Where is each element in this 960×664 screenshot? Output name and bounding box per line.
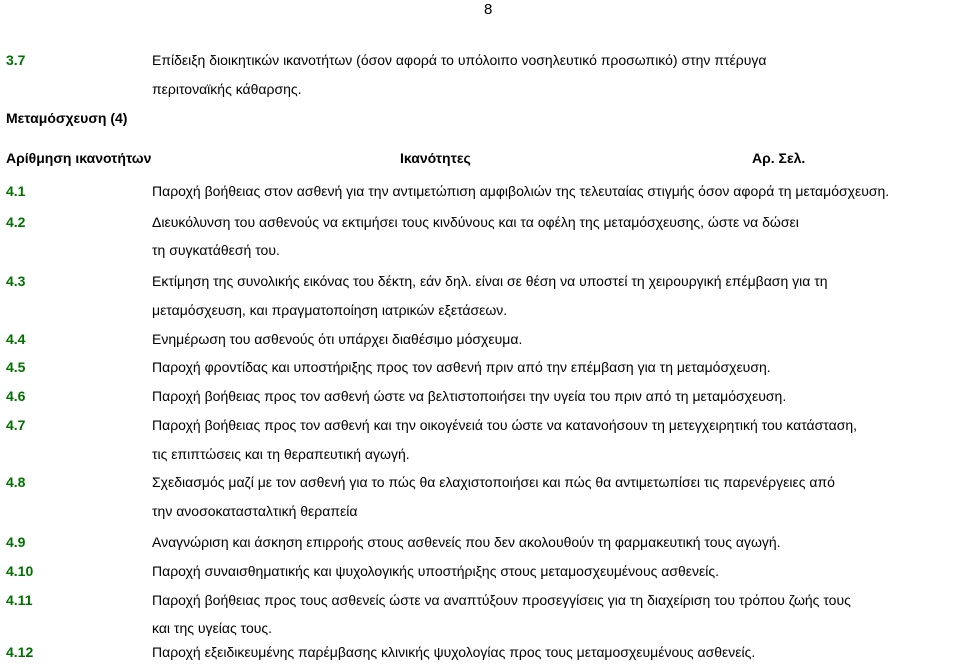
item-number: 4.7	[6, 417, 26, 433]
item-number: 4.2	[6, 214, 26, 230]
subheading-row	[0, 106, 960, 130]
item-number: 4.12	[6, 644, 34, 660]
item-text: Εκτίμηση της συνολικής εικόνας του δέκτη, εάν δηλ. είναι σε θέση να υποστεί τη χειρουργική επέμβαση για τη	[152, 273, 828, 289]
item-text: Παροχή βοήθειας προς τον ασθενή και την οικογένειά του ώστε να κατανοήσουν τη μετεγχειρητική του κατάσταση,	[152, 417, 858, 433]
page-number: 8	[484, 1, 493, 18]
list-item	[0, 355, 960, 379]
item-text: Σχεδιασμός μαζί με τον ασθενή για το πώς θα ελαχιστοποιήσει και πώς θα αντιμετωπίσει τις παρενέργειες από	[152, 474, 835, 490]
item-number: 4.3	[6, 273, 26, 289]
item-number: 4.9	[6, 534, 26, 550]
list-item	[0, 327, 960, 351]
item-number: 4.8	[6, 474, 26, 490]
item-text: Παροχή εξειδικευμένης παρέμβασης κλινικής ψυχολογίας προς τους μεταμοσχευμένους ασθενείς.	[152, 644, 756, 660]
item-text: τις επιπτώσεις και τη θεραπευτική αγωγή.	[152, 446, 410, 462]
item-text: Αναγνώριση και άσκηση επιρροής στους ασθενείς που δεν ακολουθούν τη φαρμακευτική τους αγωγή.	[152, 534, 781, 550]
list-item-continued	[0, 499, 960, 523]
header-page: Αρ. Σελ.	[752, 150, 806, 166]
item-number: 4.10	[6, 563, 34, 579]
list-item-continued	[0, 238, 960, 262]
item-number: 4.11	[6, 592, 33, 608]
subheading: Μεταμόσχευση (4)	[6, 110, 128, 126]
item-text: την ανοσοκατασταλτική θεραπεία	[152, 503, 358, 519]
item-text: τη συγκατάθεσή του.	[152, 242, 280, 258]
list-item	[0, 470, 960, 494]
header-skills: Ικανότητες	[400, 150, 471, 166]
header-numbering: Αρίθμηση ικανοτήτων	[6, 150, 152, 166]
item-text: Παροχή φροντίδας και υποστήριξης προς τον ασθενή πριν από την επέμβαση για τη μεταμόσχευση.	[152, 359, 771, 375]
list-item	[0, 179, 960, 203]
item-text: Παροχή βοήθειας προς τον ασθενή ώστε να βελτιστοποιήσει την υγεία του πριν από τη μεταμόσχευση.	[152, 388, 787, 404]
section-row-continued	[0, 77, 960, 101]
item-number: 4.5	[6, 359, 26, 375]
section-row	[0, 48, 960, 72]
list-item	[0, 413, 960, 437]
table-header	[0, 146, 960, 170]
item-text: Παροχή βοήθειας προς τους ασθενείς ώστε να αναπτύξουν προσεγγίσεις για τη διαχείριση του τρόπου ζωής τους	[152, 592, 851, 608]
list-item	[0, 530, 960, 554]
item-text: μεταμόσχευση, και πραγματοποίηση ιατρικών εξετάσεων.	[152, 302, 508, 318]
list-item	[0, 210, 960, 234]
item-number: 4.6	[6, 388, 26, 404]
item-number: 4.1	[6, 183, 26, 199]
list-item-continued	[0, 616, 960, 640]
list-item	[0, 640, 960, 664]
item-text: και της υγείας τους.	[152, 620, 273, 636]
item-number: 4.4	[6, 331, 26, 347]
section-title-line-2: περιτοναϊκής κάθαρσης.	[152, 81, 302, 97]
item-text: Παροχή βοήθειας στον ασθενή για την αντιμετώπιση αμφιβολιών της τελευταίας στιγμής όσον αφορά τη μεταμόσχευση.	[152, 183, 890, 199]
item-text: Παροχή συναισθηματικής και ψυχολογικής υποστήριξης στους μεταμοσχευμένους ασθενείς.	[152, 563, 719, 579]
list-item-continued	[0, 442, 960, 466]
section-title-line-1: Επίδειξη διοικητικών ικανοτήτων (όσον αφορά το υπόλοιπο νοσηλευτικό προσωπικό) στην πτέρυγα	[152, 52, 767, 68]
item-text: Διευκόλυνση του ασθενούς να εκτιμήσει τους κινδύνους και τα οφέλη της μεταμόσχευσης, ώστε να δώσει	[152, 214, 799, 230]
list-item	[0, 559, 960, 583]
section-number: 3.7	[6, 52, 26, 68]
list-item	[0, 269, 960, 293]
list-item	[0, 384, 960, 408]
list-item-continued	[0, 298, 960, 322]
list-item	[0, 588, 960, 612]
item-text: Ενημέρωση του ασθενούς ότι υπάρχει διαθέσιμο μόσχευμα.	[152, 331, 523, 347]
